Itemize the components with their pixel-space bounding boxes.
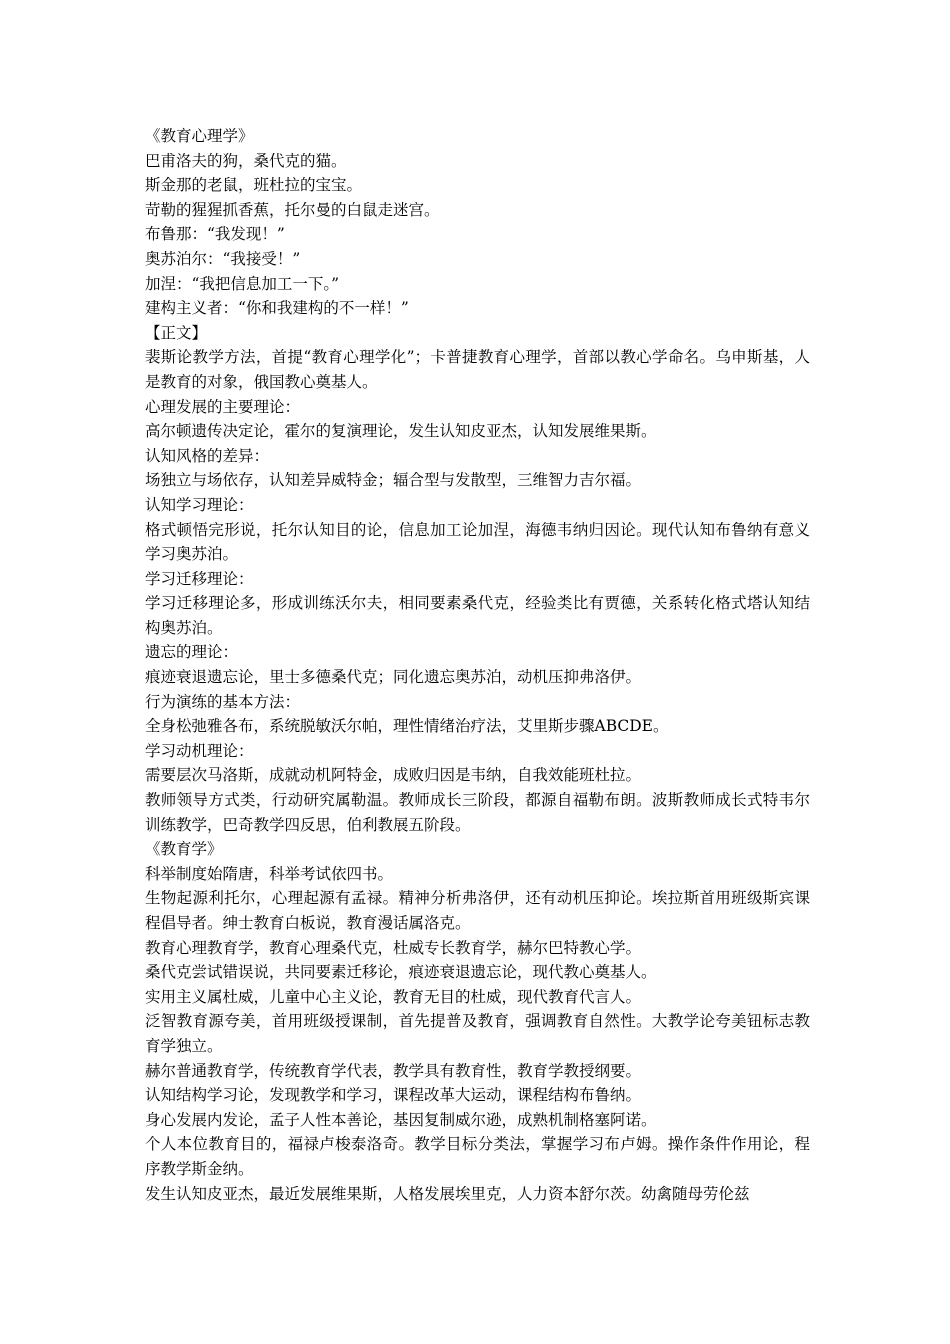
paragraph: 赫尔普通教育学，传统教育学代表，教学具有教育性，教育学教授纲要。 [145,1061,642,1080]
paragraph: 格式顿悟完形说，托尔认知目的论，信息加工论加涅，海德韦纳归因论。现代认知布鲁纳有意义学习奥苏泊。 [145,520,810,564]
topic-heading: 认知学习理论： [145,495,254,514]
rhyme-line: 加涅：“我把信息加工一下。” [145,274,340,293]
paragraph: 痕迹衰退遗忘论，里士多德桑代克；同化遗忘奥苏泊，动机压抑弗洛伊。 [145,668,642,687]
paragraph: 教师领导方式类，行动研究属勒温。教师成长三阶段，都源自福勒布朗。波斯教师成长式特韦尔训练教学，巴奇教学四反思，伯利教展五阶段。 [145,791,810,834]
paragraph: 全身松弛雅各布，系统脱敏沃尔帕，理性情绪治疗法，艾里斯步骤ABCDE。 [145,717,669,736]
topic-heading: 行为演练的基本方法： [145,692,301,711]
paragraph: 泛智教育源夸美，首用班级授课制，首先提普及教育，强调教育自然性。大教学论夸美钮标志教育学独立。 [145,1012,810,1055]
paragraph: 实用主义属杜威，儿童中心主义论，教育无目的杜威，现代教育代言人。 [145,987,642,1006]
paragraph: 教育心理教育学，教育心理桑代克，杜威专长教育学，赫尔巴特教心学。 [145,938,642,957]
paragraph: 生物起源利托尔，心理起源有孟禄。精神分析弗洛伊，还有动机压抑论。埃拉斯首用班级斯宾课程倡导者。绅士教育白板说，教育漫话属洛克。 [145,889,810,932]
topic-heading: 学习动机理论： [145,741,254,760]
rhyme-line: 奥苏泊尔：“我接受！” [145,249,301,268]
topic-heading: 遗忘的理论： [145,643,239,662]
paragraph: 发生认知皮亚杰，最近发展维果斯，人格发展埃里克，人力资本舒尔茨。幼禽随母劳伦兹 [145,1184,750,1203]
topic-heading: 心理发展的主要理论： [145,397,301,416]
paragraph: 身心发展内发论，孟子人性本善论，基因复制威尔逊，成熟机制格塞阿诺。 [145,1110,657,1129]
paragraph: 裴斯论教学方法，首提“教育心理学化”；卡普捷教育心理学，首部以教心学命名。乌申斯基，人是教育的对象，俄国教心奠基人。 [145,348,810,391]
paragraph: 需要层次马洛斯，成就动机阿特金，成败归因是韦纳，自我效能班杜拉。 [145,766,642,785]
paragraph: 学习迁移理论多，形成训练沃尔夫，相同要素桑代克，经验类比有贾德，关系转化格式塔认知结构奥苏泊。 [145,594,810,637]
paragraph: 认知结构学习论，发现教学和学习，课程改革大运动，课程结构布鲁纳。 [145,1086,642,1105]
document-body [145,124,810,1206]
rhyme-line: 建构主义者：“你和我建构的不一样！” [145,299,409,318]
paragraph: 高尔顿遗传决定论，霍尔的复演理论，发生认知皮亚杰，认知发展维果斯。 [145,422,657,441]
book-title-heading: 《教育心理学》 [145,127,254,145]
paragraph: 科举制度始隋唐，科举考试依四书。 [145,864,394,883]
paragraph: 个人本位教育目的，福禄卢梭泰洛奇。教学目标分类法，掌握学习布卢姆。操作条件作用论，程序教学斯金纳。 [145,1135,810,1178]
rhyme-line: 巴甫洛夫的狗，桑代克的猫。 [145,151,347,170]
rhyme-line: 斯金那的老鼠，班杜拉的宝宝。 [145,176,363,195]
rhyme-line: 布鲁那：“我发现！” [145,225,285,244]
section-heading: 【正文】 [145,323,208,342]
book-title-heading: 《教育学》 [145,840,223,859]
paragraph: 场独立与场依存，认知差异威特金；辐合型与发散型，三维智力吉尔福。 [145,471,642,490]
rhyme-line: 苛勒的猩猩抓香蕉，托尔曼的白鼠走迷宫。 [145,200,440,219]
topic-heading: 学习迁移理论： [145,569,254,588]
paragraph: 桑代克尝试错误说，共同要素迁移论，痕迹衰退遗忘论，现代教心奠基人。 [145,963,657,982]
topic-heading: 认知风格的差异： [145,446,270,465]
